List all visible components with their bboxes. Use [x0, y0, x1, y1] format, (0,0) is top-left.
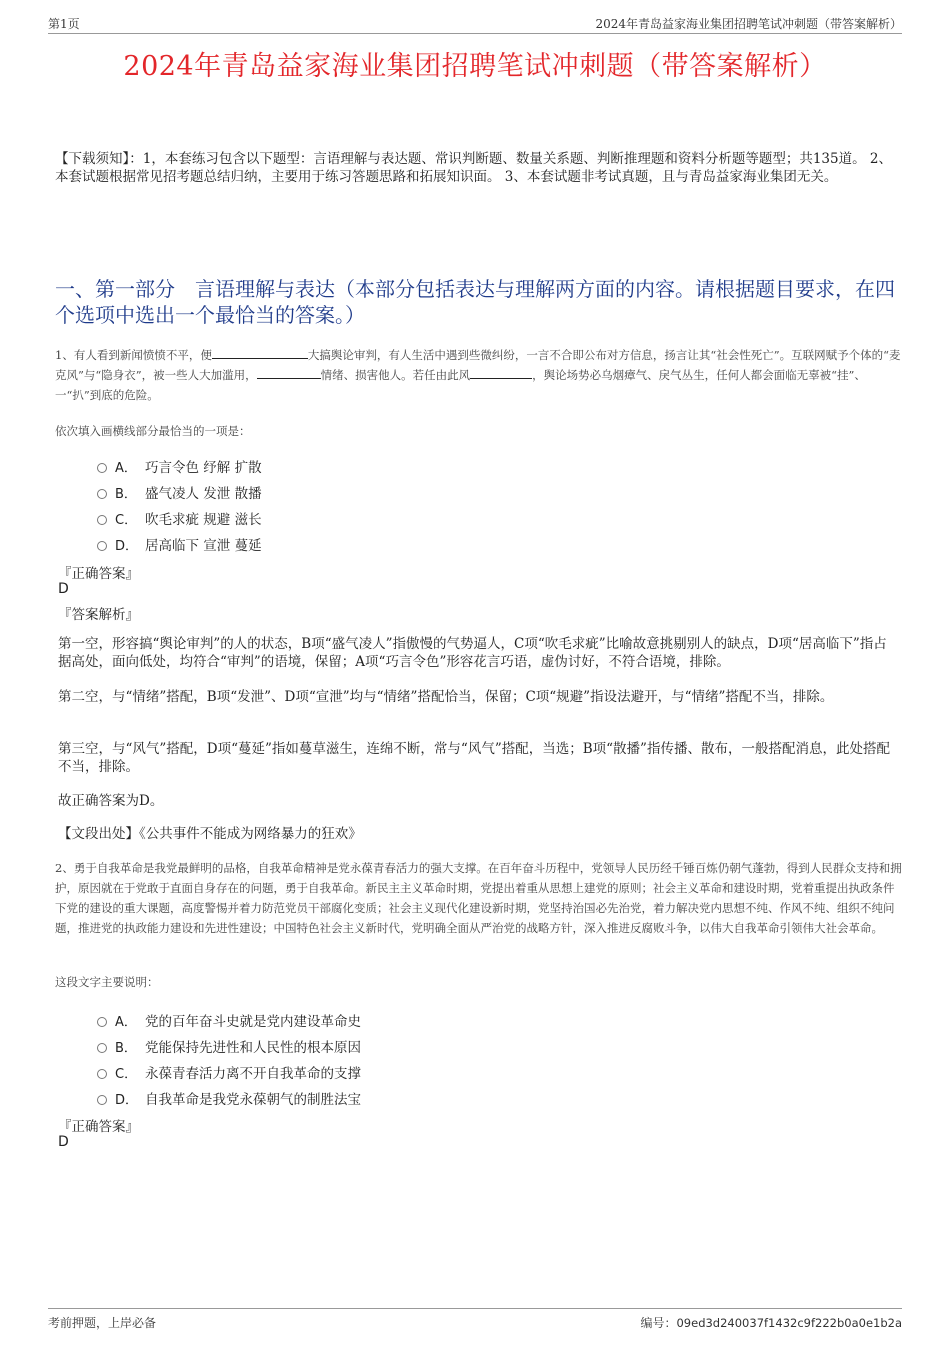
question-2-text: 2、勇于自我革命是我党最鲜明的品格，自我革命精神是党永葆青春活力的强大支撑。在百年奋斗历程中，党领导人民历经千锤百炼仍朝气蓬勃，得到人民群众支持和拥护，原因就在于党敢于直面自身存在的问题，勇于自我革命。新民主主义革命时期，党提出着重从思想上建党的原则；社会主义革命和建设时期，党着重提出执政条件下党的建设的重大课题，高度警惕并着力防范党员干部腐化变质；社会主义现代化建设新时期，党坚持治国必先治党，着力解决党内思想不纯、作风不纯、组织不纯问题，推进党的执政能力建设和先进性建设；中国特色社会主义新时代，党明确全面从严治党的战略方针，深入推进反腐败斗争，以伟大自我革命引领伟大社会革命。	[55, 861, 902, 935]
section-heading: 一、第一部分 言语理解与表达（本部分包括表达与理解两方面的内容。请根据题目要求，在四个选项中选出一个最恰当的答案。）	[55, 277, 895, 327]
fill-blank-1	[212, 346, 308, 359]
option-label: B．	[115, 486, 137, 502]
question-1-text-part: 大搞舆论审判，有人生活中遇到些微纠纷，一言不合即公布对方信息，扬言让其“社会性死亡”。互联网赋予个体的“麦克风”与“隐身衣”，被一些人大加滥用，	[55, 348, 901, 382]
option-text: 党的百年奋斗史就是党内建设革命史	[145, 1014, 361, 1030]
option-label: A．	[115, 460, 137, 476]
question-1-text	[55, 345, 905, 405]
download-notice: 【下载须知】：1，本套练习包含以下题型：言语理解与表达题、常识判断题、数量关系题、判断推理题和资料分析题等题型；共135道。 2、本套试题根据常见招考题总结归纳，主要用于练习答题思路和拓展知识面。 3、本套试题非考试真题，且与青岛益家海业集团无关。	[55, 151, 892, 185]
radio-icon[interactable]	[97, 1069, 107, 1079]
footer-slogan: 考前押题，上岸必备	[48, 1316, 157, 1330]
option-text: 巧言令色 纾解 扩散	[145, 460, 262, 476]
radio-icon[interactable]	[97, 541, 107, 551]
question-1-text-part: 情绪、损害他人。若任由此风	[320, 368, 471, 382]
option-label: B．	[115, 1040, 137, 1056]
answer-value: D	[58, 1134, 69, 1150]
radio-icon[interactable]	[97, 515, 107, 525]
answer-value: D	[58, 581, 69, 597]
question-1-option-c[interactable]	[97, 508, 262, 528]
question-1-option-b[interactable]	[97, 482, 262, 502]
option-label: C．	[115, 512, 138, 528]
radio-icon[interactable]	[97, 1043, 107, 1053]
question-1-option-d[interactable]	[97, 534, 262, 554]
option-text: 永葆青春活力离不开自我革命的支撑	[145, 1066, 361, 1082]
footer-code-value: 09ed3d240037f1432c9f222b0a0e1b2a	[676, 1316, 902, 1330]
question-1-text-part: 1、有人看到新闻愤愤不平，便	[55, 348, 212, 362]
question-2-option-d[interactable]	[97, 1088, 361, 1108]
question-1-option-a[interactable]	[97, 456, 262, 476]
footer-code-label: 编号：	[640, 1316, 677, 1330]
radio-icon[interactable]	[97, 463, 107, 473]
radio-icon[interactable]	[97, 1095, 107, 1105]
header-divider	[48, 33, 902, 34]
footer-divider	[48, 1308, 902, 1309]
fill-blank-2	[257, 366, 321, 379]
option-text: 党能保持先进性和人民性的根本原因	[145, 1040, 361, 1056]
option-label: C．	[115, 1066, 138, 1082]
option-text: 居高临下 宣泄 蔓延	[145, 538, 262, 554]
option-label: A．	[115, 1014, 137, 1030]
source-citation: 【文段出处】《公共事件不能成为网络暴力的狂欢》	[58, 826, 362, 842]
answer-label: 『正确答案』	[58, 1119, 139, 1135]
option-text: 自我革命是我党永葆朝气的制胜法宝	[145, 1092, 361, 1108]
page-title: 2024年青岛益家海业集团招聘笔试冲刺题（带答案解析）	[123, 51, 827, 82]
fill-blank-3	[470, 366, 532, 379]
header-doc-title: 2024年青岛益家海业集团招聘笔试冲刺题（带答案解析）	[595, 17, 902, 31]
option-label: D．	[115, 1092, 139, 1108]
footer-code	[640, 1314, 902, 1331]
question-1-text-part: ，舆论场势必乌烟瘴气、戾气丛生，任何人都会面临无辜被“挂”、一“扒”到底的危险。	[55, 368, 866, 402]
analysis-paragraph: 第三空，与“风气”搭配，D项“蔓延”指如蔓草滋生，连绵不断，常与“风气”搭配，当选；B项“散播”指传播、散布，一般搭配消息，此处搭配不当，排除。	[58, 741, 890, 775]
answer-label: 『正确答案』	[58, 566, 139, 582]
option-label: D．	[115, 538, 139, 554]
question-2-prompt: 这段文字主要说明：	[55, 975, 159, 989]
radio-icon[interactable]	[97, 1017, 107, 1027]
analysis-paragraph: 第一空，形容搞“舆论审判”的人的状态，B项“盛气凌人”指傲慢的气势逼人，C项“吹毛求疵”比喻故意挑剔别人的缺点，D项“居高临下”指占据高处，面向低处，均符合“审判”的语境，保留；A项“巧言令色”形容花言巧语，虚伪讨好，不符合语境，排除。	[58, 636, 887, 670]
question-1-prompt: 依次填入画横线部分最恰当的一项是：	[55, 424, 251, 438]
analysis-conclusion: 故正确答案为D。	[58, 793, 164, 809]
radio-icon[interactable]	[97, 489, 107, 499]
header-page-label: 第1页	[48, 17, 80, 31]
question-2-option-a[interactable]	[97, 1010, 361, 1030]
question-2-option-b[interactable]	[97, 1036, 361, 1056]
question-2-option-c[interactable]	[97, 1062, 361, 1082]
option-text: 吹毛求疵 规避 滋长	[145, 512, 262, 528]
analysis-paragraph: 第二空，与“情绪”搭配，B项“发泄”、D项“宣泄”均与“情绪”搭配恰当，保留；C项“规避”指设法避开，与“情绪”搭配不当，排除。	[58, 689, 834, 705]
analysis-label: 『答案解析』	[58, 607, 139, 623]
option-text: 盛气凌人 发泄 散播	[145, 486, 262, 502]
